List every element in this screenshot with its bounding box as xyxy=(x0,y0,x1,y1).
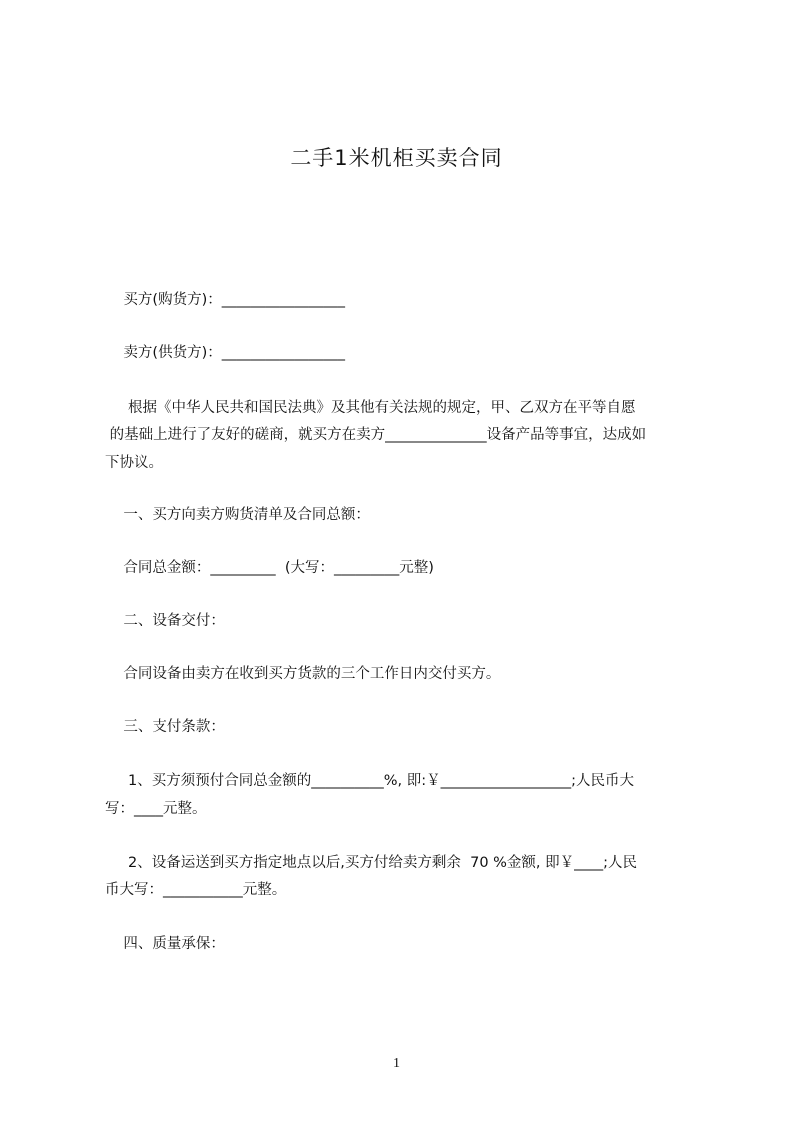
intro-line-3: 下协议。 xyxy=(105,455,163,471)
section-4-heading: 四、质量承保： xyxy=(105,936,225,952)
section-3-heading: 三、支付条款： xyxy=(105,719,225,735)
payment-2-line-1: 2、设备运送到买方指定地点以后,买方付给卖方剩余 70 %金额, 即￥____;人民 xyxy=(105,855,638,871)
payment-1-line-2: 写：____元整。 xyxy=(105,801,207,817)
buyer-line: 买方(购货方)：_________________ xyxy=(105,292,345,308)
page-number: 1 xyxy=(393,1056,400,1071)
seller-line: 卖方(供货方)：_________________ xyxy=(105,345,345,361)
section-2-heading: 二、设备交付： xyxy=(105,613,225,629)
payment-1-line-1: 1、买方须预付合同总金额的__________%, 即:￥__________________;人民币大 xyxy=(105,773,635,789)
delivery-line: 合同设备由卖方在收到买方货款的三个工作日内交付买方。 xyxy=(105,666,501,682)
document-title: 二手1米机柜买卖合同 xyxy=(290,146,503,170)
section-1-heading: 一、买方向卖方购货清单及合同总额： xyxy=(105,507,370,523)
total-amount-line: 合同总金额：_________ (大写：_________元整) xyxy=(105,560,434,576)
intro-line-2: 的基础上进行了友好的磋商，就买方在卖方______________设备产品等事宜，达成如 xyxy=(105,427,647,443)
payment-2-line-2: 币大写：___________元整。 xyxy=(105,882,287,898)
intro-line-1: 根据《中华人民共和国民法典》及其他有关法规的规定，甲、乙双方在平等自愿 xyxy=(105,400,636,416)
